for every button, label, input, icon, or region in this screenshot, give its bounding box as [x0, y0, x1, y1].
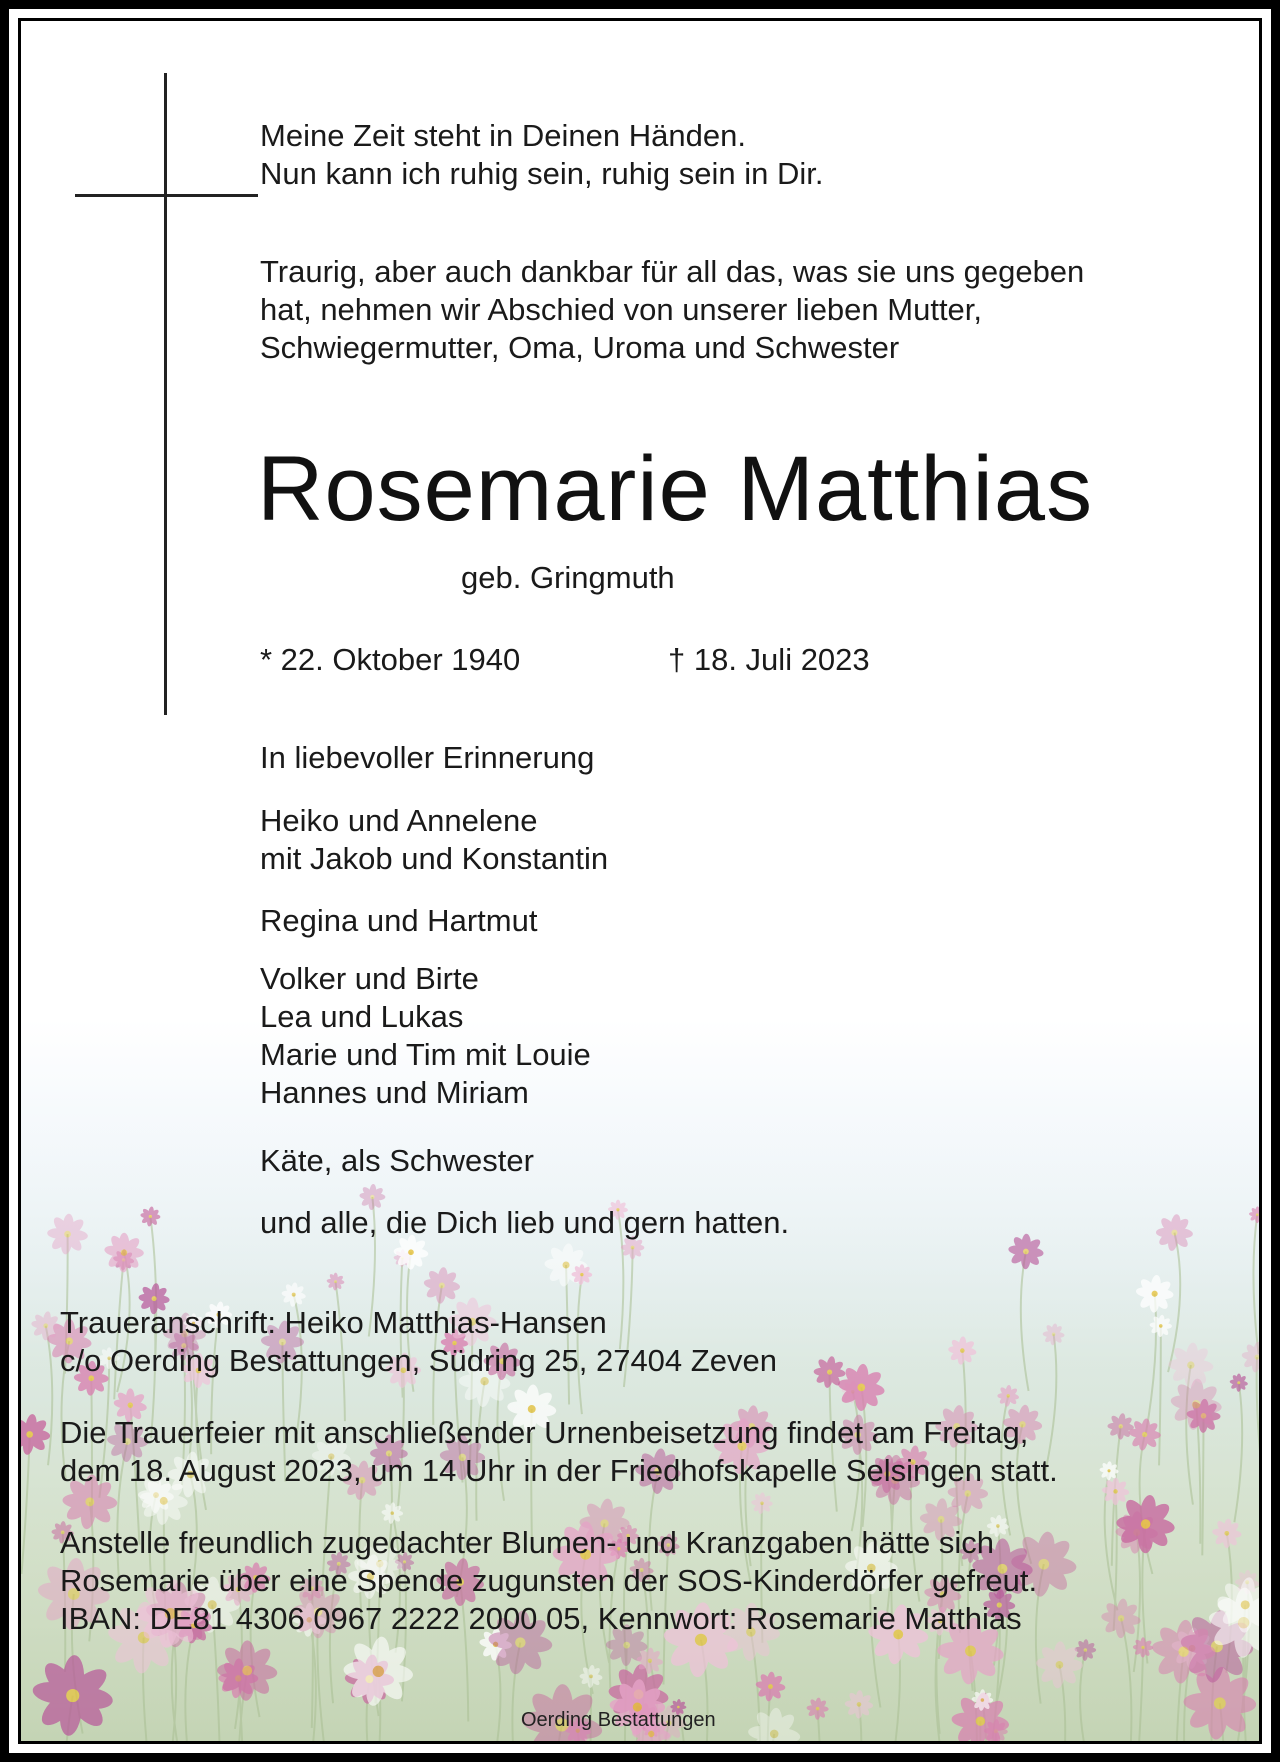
address-line-1: Traueranschrift: Heiko Matthias-Hansen	[60, 1305, 607, 1340]
birth-name: geb. Gringmuth	[461, 560, 675, 595]
birth-date: * 22. Oktober 1940	[260, 642, 521, 677]
mourner-line: mit Jakob und Konstantin	[260, 841, 609, 876]
donation-line-3: IBAN: DE81 4306 0967 2222 2000 05, Kennwort: Rosemarie Matthias	[60, 1601, 1022, 1636]
mourner-line: Lea und Lukas	[260, 999, 464, 1034]
mourners-closing: und alle, die Dich lieb und gern hatten.	[260, 1205, 790, 1240]
mourner-line: Marie und Tim mit Louie	[260, 1037, 591, 1072]
address-line-2: c/o Oerding Bestattungen, Südring 25, 27404 Zeven	[60, 1343, 777, 1378]
mourner-line: Volker und Birte	[260, 961, 479, 996]
obituary-notice	[18, 18, 1262, 1744]
ceremony-line-1: Die Trauerfeier mit anschließender Urnenbeisetzung findet am Freitag,	[60, 1415, 1029, 1450]
mourner-line: Heiko und Annelene	[260, 803, 538, 838]
intro-line-1: Traurig, aber auch dankbar für all das, was sie uns gegeben	[260, 254, 1085, 289]
intro-line-3: Schwiegermutter, Oma, Uroma und Schwester	[260, 330, 900, 365]
donation-line-1: Anstelle freundlich zugedachter Blumen- und Kranzgaben hätte sich	[60, 1525, 995, 1560]
cross-vertical-bar	[164, 73, 167, 715]
verse-line-2: Nun kann ich ruhig sein, ruhig sein in Dir.	[260, 156, 824, 191]
cross-horizontal-bar	[75, 194, 258, 197]
mourner-line: Regina und Hartmut	[260, 903, 538, 938]
donation-line-2: Rosemarie über eine Spende zugunsten der SOS-Kinderdörfer gefreut.	[60, 1563, 1038, 1598]
mourner-line: Käte, als Schwester	[260, 1143, 534, 1178]
intro-line-2: hat, nehmen wir Abschied von unserer lieben Mutter,	[260, 292, 983, 327]
mourners-heading: In liebevoller Erinnerung	[260, 740, 595, 775]
ceremony-line-2: dem 18. August 2023, um 14 Uhr in der Friedhofskapelle Selsingen statt.	[60, 1453, 1058, 1488]
mourner-line: Hannes und Miriam	[260, 1075, 529, 1110]
death-date: † 18. Juli 2023	[668, 642, 870, 677]
deceased-name: Rosemarie Matthias	[257, 438, 1094, 540]
flower-stem	[1202, 1416, 1203, 1556]
verse-line-1: Meine Zeit steht in Deinen Händen.	[260, 118, 746, 153]
funeral-home-credit: Oerding Bestattungen	[521, 1709, 716, 1731]
